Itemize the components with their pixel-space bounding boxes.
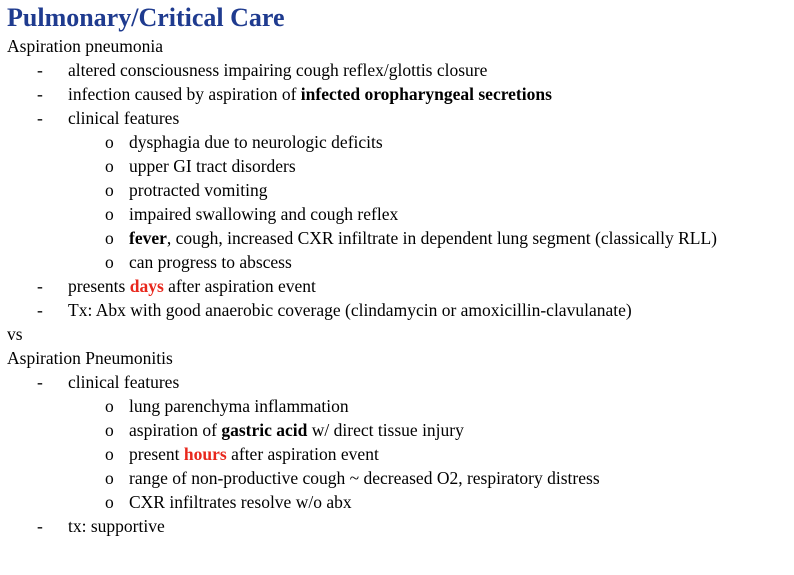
item-text: after aspiration event [163,276,316,296]
item-text: impaired swallowing and cough reflex [129,204,399,224]
list-item [7,370,794,394]
item-text: CXR infiltrates resolve w/o abx [129,492,352,512]
item-text: range of non-productive cough ~ decreased O2, respiratory distress [129,468,600,488]
sub-list-item [7,490,794,514]
circle-bullet: o [105,420,114,440]
dash-bullet: - [37,372,43,392]
dash-bullet: - [37,516,43,536]
list-item [7,82,794,106]
item-text: aspiration of [129,420,222,440]
item-text: dysphagia due to neurologic deficits [129,132,383,152]
sub-list-item [7,202,794,226]
bold-text: infected oropharyngeal secretions [300,84,552,104]
sub-list-item [7,154,794,178]
sub-list-item [7,466,794,490]
bold-text: fever [129,228,167,248]
circle-bullet: o [105,204,114,224]
list-item [7,274,794,298]
list-item [7,298,794,322]
circle-bullet: o [105,180,114,200]
item-text: altered consciousness impairing cough reflex/glottis closure [68,60,488,80]
item-text: after aspiration event [226,444,379,464]
circle-bullet: o [105,396,114,416]
list-item [7,106,794,130]
dash-bullet: - [37,60,43,80]
item-text: w/ direct tissue injury [307,420,464,440]
item-text: lung parenchyma inflammation [129,396,349,416]
item-text: protracted vomiting [129,180,268,200]
highlight-text: days [129,276,164,296]
item-text: Tx: Abx with good anaerobic coverage (clindamycin or amoxicillin-clavulanate) [68,300,632,320]
circle-bullet: o [105,228,114,248]
sub-list-item [7,442,794,466]
sub-list-item [7,418,794,442]
circle-bullet: o [105,444,114,464]
dash-bullet: - [37,84,43,104]
sub-list-item [7,130,794,154]
dash-bullet: - [37,300,43,320]
list-item [7,58,794,82]
page-title: Pulmonary/Critical Care [7,3,285,32]
item-text: tx: supportive [68,516,165,536]
item-text: clinical features [68,372,180,392]
highlight-text: hours [183,444,227,464]
sub-list-item [7,226,779,250]
dash-bullet: - [37,276,43,296]
circle-bullet: o [105,468,114,488]
item-text: , cough, increased CXR infiltrate in dependent lung segment (classically RLL) [166,228,718,248]
circle-bullet: o [105,132,114,152]
item-text: present [129,444,184,464]
sub-list-item [7,394,794,418]
dash-bullet: - [37,108,43,128]
item-text: clinical features [68,108,180,128]
document-page [0,4,794,575]
section-heading-pneumonitis: Aspiration Pneumonitis [7,348,173,368]
circle-bullet: o [105,156,114,176]
vs-separator: vs [7,324,23,344]
item-text: infection caused by aspiration of [68,84,301,104]
sub-list-item [7,178,794,202]
sub-list-item [7,250,794,274]
circle-bullet: o [105,492,114,512]
item-text: presents [68,276,130,296]
item-text: can progress to abscess [129,252,292,272]
section-heading-pneumonia: Aspiration pneumonia [7,36,164,56]
bold-text: gastric acid [221,420,308,440]
list-item [7,514,794,538]
circle-bullet: o [105,252,114,272]
item-text: upper GI tract disorders [129,156,296,176]
